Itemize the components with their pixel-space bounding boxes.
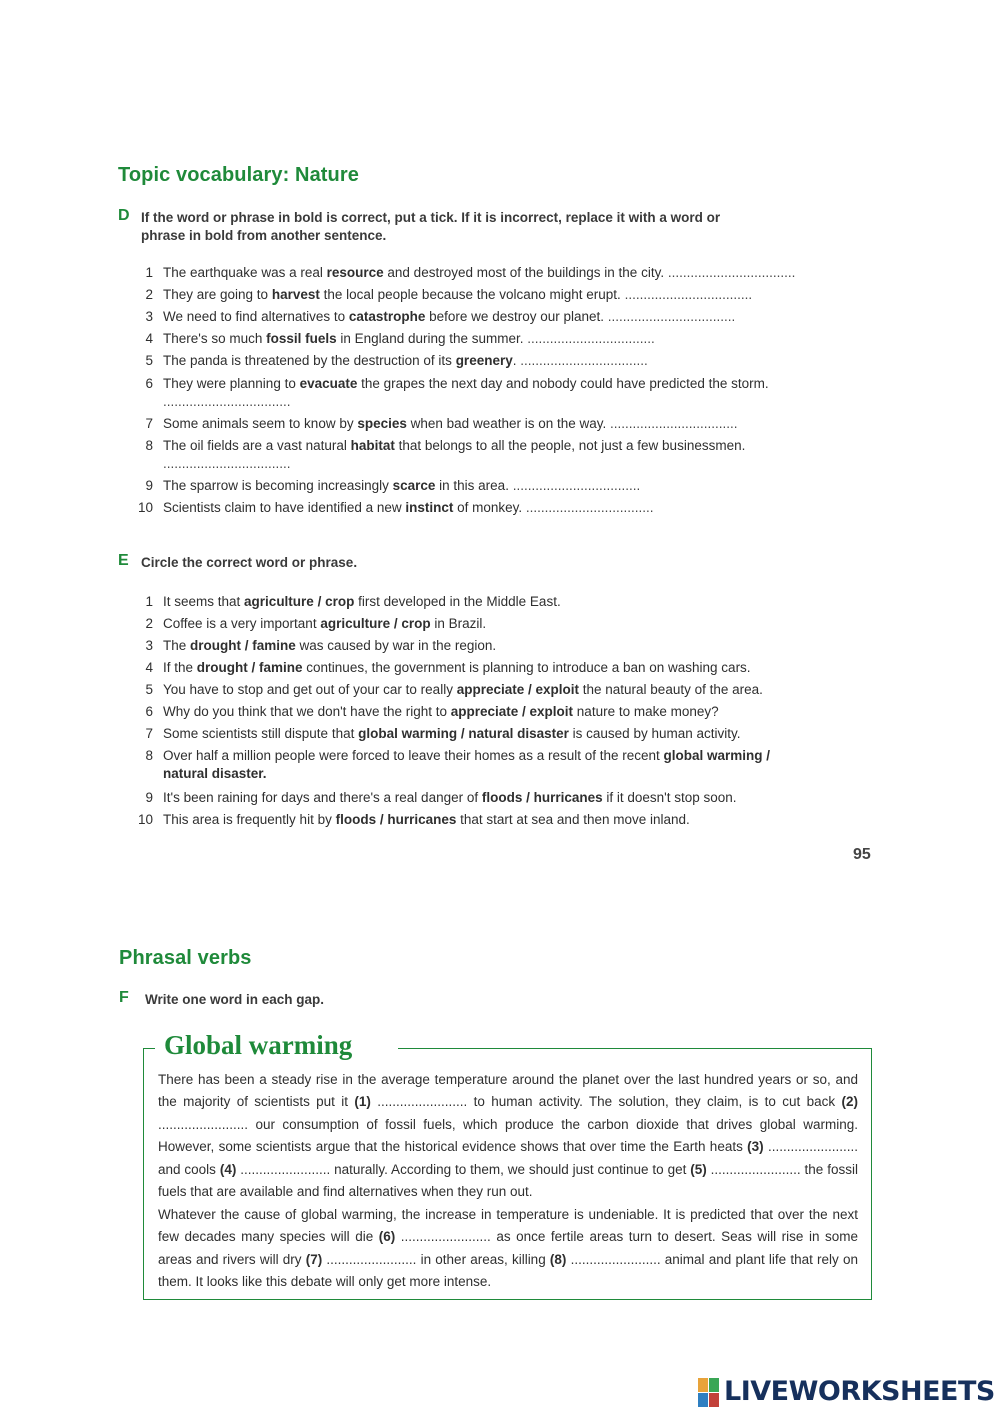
box-top-border-left [143, 1048, 155, 1049]
gap-number: (5) [690, 1161, 707, 1177]
list-item: 8 Over half a million people were forced to leave their homes as a result of the recent global warming / natural disaster. [145, 748, 771, 781]
choice-options[interactable]: drought / famine [190, 638, 296, 653]
gap-blank[interactable]: ........................ [240, 1161, 331, 1177]
choice-options[interactable]: global warming / [663, 748, 771, 763]
paragraph-2: Whatever the cause of global warming, the increase in temperature is undeniable. It is predicted that over the next few decades many species will die (6) ........................ as once fertile areas turn to desert. Seas will rise in some areas and rivers will dry (7) ........................ in other areas, killing (8) ........................ animal and plant life that rely on them. It looks like this debate will only get more intense. [158, 1207, 858, 1290]
gap-number: (4) [219, 1161, 237, 1177]
choice-options[interactable]: floods / hurricanes [335, 812, 457, 827]
answer-blank[interactable]: .................................. [610, 416, 738, 431]
choice-options[interactable]: floods / hurricanes [481, 790, 603, 805]
choice-options[interactable]: appreciate / exploit [456, 682, 579, 697]
liveworksheets-wordmark: LIVEWORKSHEETS [724, 1376, 995, 1407]
gap-blank[interactable]: ........................ [158, 1116, 249, 1132]
gap-blank[interactable]: ........................ [326, 1251, 417, 1267]
bold-term: greenery [455, 353, 513, 368]
exercise-f-instruction: Write one word in each gap. [145, 992, 325, 1007]
gap-number: (6) [378, 1229, 396, 1245]
exercise-letter-f: F [119, 989, 129, 1006]
exercise-d-list: 1 The earthquake was a real resource and destroyed most of the buildings in the city. .................................. 2 They are going to harvest the local people because the volcano might erupt. .................................. 3 We need to find alternatives to catastrophe before we destroy our planet. .................................. 4 There's so much fossil fuels in England during the summer. .................................. 5 The panda is threatened by the destruction of its greenery. .................................. 6 They were planning to evacuate the grapes the next day and nobody could have predicted the storm. .................................. 7 Some animals seem to know by species when bad weather is on the way. .................................. 8 The oil fields are a vast natural habitat that belongs to all the people, not just a few businessmen. .................................. 9 The sparrow is becoming increasingly scarce in this area. .................................. 10 Scientists claim to have identified a new instinct of monkey. .................................. [133, 265, 853, 535]
answer-blank[interactable]: .................................. [624, 287, 753, 302]
bold-term: catastrophe [348, 309, 426, 324]
gap-blank[interactable]: ........................ [710, 1161, 801, 1177]
exercise-d-instruction [141, 209, 841, 245]
page-number: 95 [853, 846, 871, 863]
gap-number: (8) [549, 1251, 567, 1267]
answer-blank[interactable]: .................................. [527, 331, 655, 346]
gap-blank[interactable]: ........................ [570, 1251, 661, 1267]
choice-options[interactable]: drought / famine [196, 660, 303, 675]
instruction-line-1: If the word or phrase in bold is correct, put a tick. If it is incorrect, replace it with a word or [141, 210, 721, 225]
exercise-letter-e: E [118, 552, 129, 569]
answer-blank[interactable]: .................................. [163, 394, 291, 409]
choice-options[interactable]: appreciate / exploit [450, 704, 574, 719]
gap-blank[interactable]: ........................ [767, 1139, 858, 1155]
box-title: Global warming [160, 1030, 356, 1061]
section-f-heading: Phrasal verbs [119, 947, 252, 969]
paragraph-1: There has been a steady rise in the average temperature around the planet over the last hundred years or so, and the majority of scientists put it (1) ........................ to human activity. The solution, they claim, is to cut back (2) ........................ our consumption of fossil fuels, which produce the carbon dioxide that drives global warming. However, some scientists argue that the historical evidence shows that over time the Earth heats (3) ........................ and cools (4) ........................ naturally. According to them, we should just continue to get (5) ........................ the fossil fuels that are available and find alternatives when they run out. [158, 1072, 858, 1200]
bold-term: harvest [271, 287, 320, 302]
gap-blank[interactable]: ........................ [377, 1094, 468, 1110]
exercise-e-list: 1 It seems that agriculture / crop first developed in the Middle East. 2 Coffee is a very important agriculture / crop in Brazil. 3 The drought / famine was caused by war in the region. 4 If the drought / famine continues, the government is planning to introduce a ban on washing cars. 5 You have to stop and get out of your car to really appreciate / exploit the natural beauty of the area. 6 Why do you think that we don't have the right to appreciate / exploit nature to make money? 7 Some scientists still dispute that global warming / natural disaster is caused by human activity. 8 Over half a million people were forced to leave their homes as a result of the recent global warming / natural disaster. 9 It's been raining for days and there's a real danger of floods / hurricanes if it doesn't stop soon. 10 This area is frequently hit by floods / hurricanes that start at sea and then move inland. [133, 594, 853, 834]
answer-blank[interactable]: .................................. [520, 353, 648, 368]
exercise-e-instruction: Circle the correct word or phrase. [141, 555, 358, 570]
choice-options-continued[interactable]: natural disaster. [163, 766, 267, 781]
list-item: 8 The oil fields are a vast natural habitat that belongs to all the people, not just a few businessmen. .................................. [145, 438, 746, 471]
choice-options[interactable]: global warming / natural disaster [358, 726, 569, 741]
box-top-border-right [398, 1048, 871, 1049]
gap-number: (3) [747, 1139, 764, 1155]
section-d-heading: Topic vocabulary: Nature [118, 164, 359, 186]
bold-term: fossil fuels [266, 331, 337, 346]
gap-number: (1) [354, 1094, 371, 1110]
answer-blank[interactable]: .................................. [667, 265, 796, 280]
bold-term: species [357, 416, 407, 431]
liveworksheets-mark-icon [698, 1378, 720, 1408]
bold-term: evacuate [299, 376, 358, 391]
answer-blank[interactable]: .................................. [607, 309, 736, 324]
exercise-letter-d: D [118, 207, 130, 224]
list-item: 6 They were planning to evacuate the grapes the next day and nobody could have predicted the storm. .................................. [145, 376, 769, 409]
bold-term: instinct [405, 500, 454, 515]
gap-number: (2) [841, 1094, 858, 1110]
bold-term: resource [326, 265, 384, 280]
bold-term: habitat [350, 438, 395, 453]
gap-blank[interactable]: ........................ [400, 1229, 491, 1245]
answer-blank[interactable]: .................................. [163, 456, 291, 471]
answer-blank[interactable]: .................................. [525, 500, 654, 515]
gap-number: (7) [305, 1251, 323, 1267]
instruction-line-2: phrase in bold from another sentence. [141, 228, 387, 243]
choice-options[interactable]: agriculture / crop [320, 616, 431, 631]
choice-options[interactable]: agriculture / crop [244, 594, 355, 609]
bold-term: scarce [392, 478, 436, 493]
answer-blank[interactable]: .................................. [512, 478, 641, 493]
